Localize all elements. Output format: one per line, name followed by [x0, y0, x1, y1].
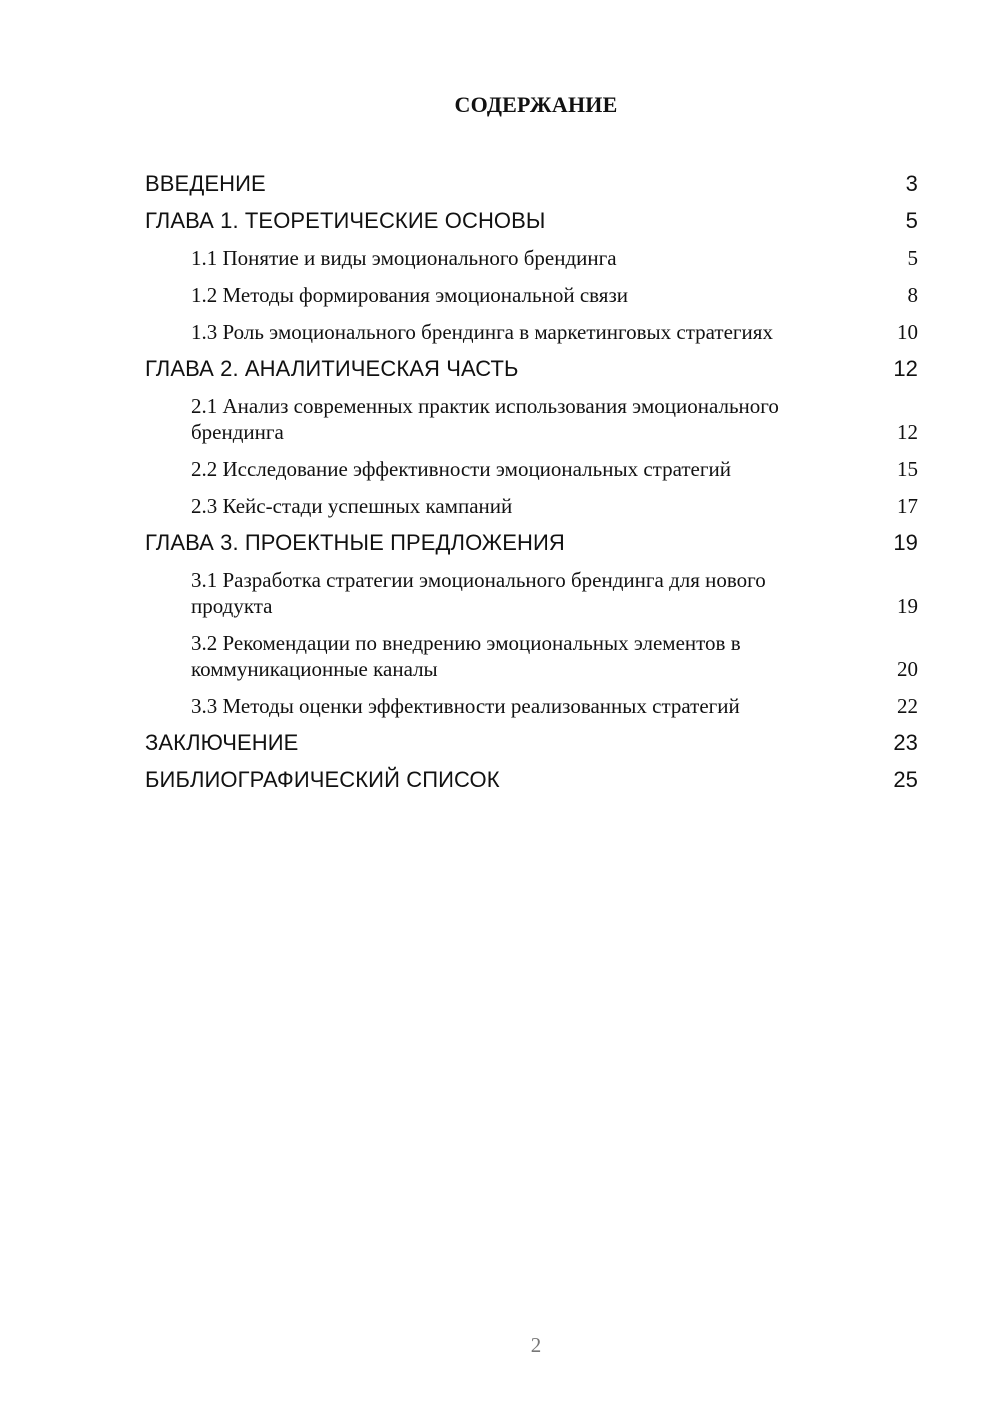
toc-entry-page: 10: [897, 320, 918, 344]
toc-entry-page: 17: [897, 494, 918, 518]
toc-entry-title: 2.1 Анализ современных практик использования эмоционального брендинга: [191, 394, 779, 444]
toc-entry-title: ЗАКЛЮЧЕНИЕ: [145, 730, 299, 755]
toc-entry-title: ГЛАВА 2. АНАЛИТИЧЕСКАЯ ЧАСТЬ: [145, 356, 519, 381]
toc-entry-title: ГЛАВА 1. ТЕОРЕТИЧЕСКИЕ ОСНОВЫ: [145, 208, 546, 233]
toc-entry-page: 20: [897, 657, 918, 681]
toc-entry-chapter-1[interactable]: [145, 208, 918, 234]
toc-entry-page: 5: [907, 246, 918, 270]
toc-entry-title: 1.1 Понятие и виды эмоционального брендинга: [191, 246, 617, 270]
toc-entry-title: БИБЛИОГРАФИЧЕСКИЙ СПИСОК: [145, 767, 500, 792]
toc-entry-section-2-2[interactable]: [145, 456, 918, 482]
toc-entry-title: 1.2 Методы формирования эмоциональной связи: [191, 283, 628, 307]
toc-entry-title: 3.2 Рекомендации по внедрению эмоциональных элементов в коммуникационные каналы: [191, 631, 741, 681]
toc-entry-section-3-1[interactable]: [145, 567, 918, 619]
toc-entry-title: 2.2 Исследование эффективности эмоциональных стратегий: [191, 457, 731, 481]
toc-entry-conclusion[interactable]: [145, 730, 918, 756]
toc-entry-page: 12: [897, 420, 918, 444]
toc-entry-chapter-3[interactable]: [145, 530, 918, 556]
toc-entry-section-3-3[interactable]: [145, 693, 918, 719]
toc-entry-page: 12: [893, 356, 918, 381]
toc-entry-page: 3: [905, 171, 918, 196]
toc-entry-page: 5: [905, 208, 918, 233]
toc-entry-section-2-3[interactable]: [145, 493, 918, 519]
toc-entry-section-1-2[interactable]: [145, 282, 918, 308]
toc-entry-title: ВВЕДЕНИЕ: [145, 171, 266, 196]
toc-entry-title: 3.3 Методы оценки эффективности реализованных стратегий: [191, 694, 740, 718]
toc-entry-section-1-1[interactable]: [145, 245, 918, 271]
toc-entry-introduction[interactable]: [145, 171, 918, 197]
table-of-contents: [145, 168, 918, 793]
toc-entry-page: 8: [907, 283, 918, 307]
toc-entry-title: 3.1 Разработка стратегии эмоционального брендинга для нового продукта: [191, 568, 766, 618]
page-title: СОДЕРЖАНИЕ: [454, 92, 618, 117]
toc-entry-section-1-3[interactable]: [145, 319, 918, 345]
page-number: 2: [530, 1333, 542, 1357]
toc-entry-page: 22: [897, 694, 918, 718]
toc-entry-title: ГЛАВА 3. ПРОЕКТНЫЕ ПРЕДЛОЖЕНИЯ: [145, 530, 565, 555]
toc-entry-page: 23: [893, 730, 918, 755]
toc-entry-chapter-2[interactable]: [145, 356, 918, 382]
toc-entry-page: 15: [897, 457, 918, 481]
toc-entry-page: 19: [893, 530, 918, 555]
toc-entry-section-2-1[interactable]: [145, 393, 918, 445]
toc-entry-bibliography[interactable]: [145, 767, 918, 793]
toc-entry-page: 19: [897, 594, 918, 618]
toc-entry-title: 1.3 Роль эмоционального брендинга в маркетинговых стратегиях: [191, 320, 773, 344]
toc-entry-section-3-2[interactable]: [145, 630, 918, 682]
toc-entry-page: 25: [893, 767, 918, 792]
toc-entry-title: 2.3 Кейс-стади успешных кампаний: [191, 494, 513, 518]
